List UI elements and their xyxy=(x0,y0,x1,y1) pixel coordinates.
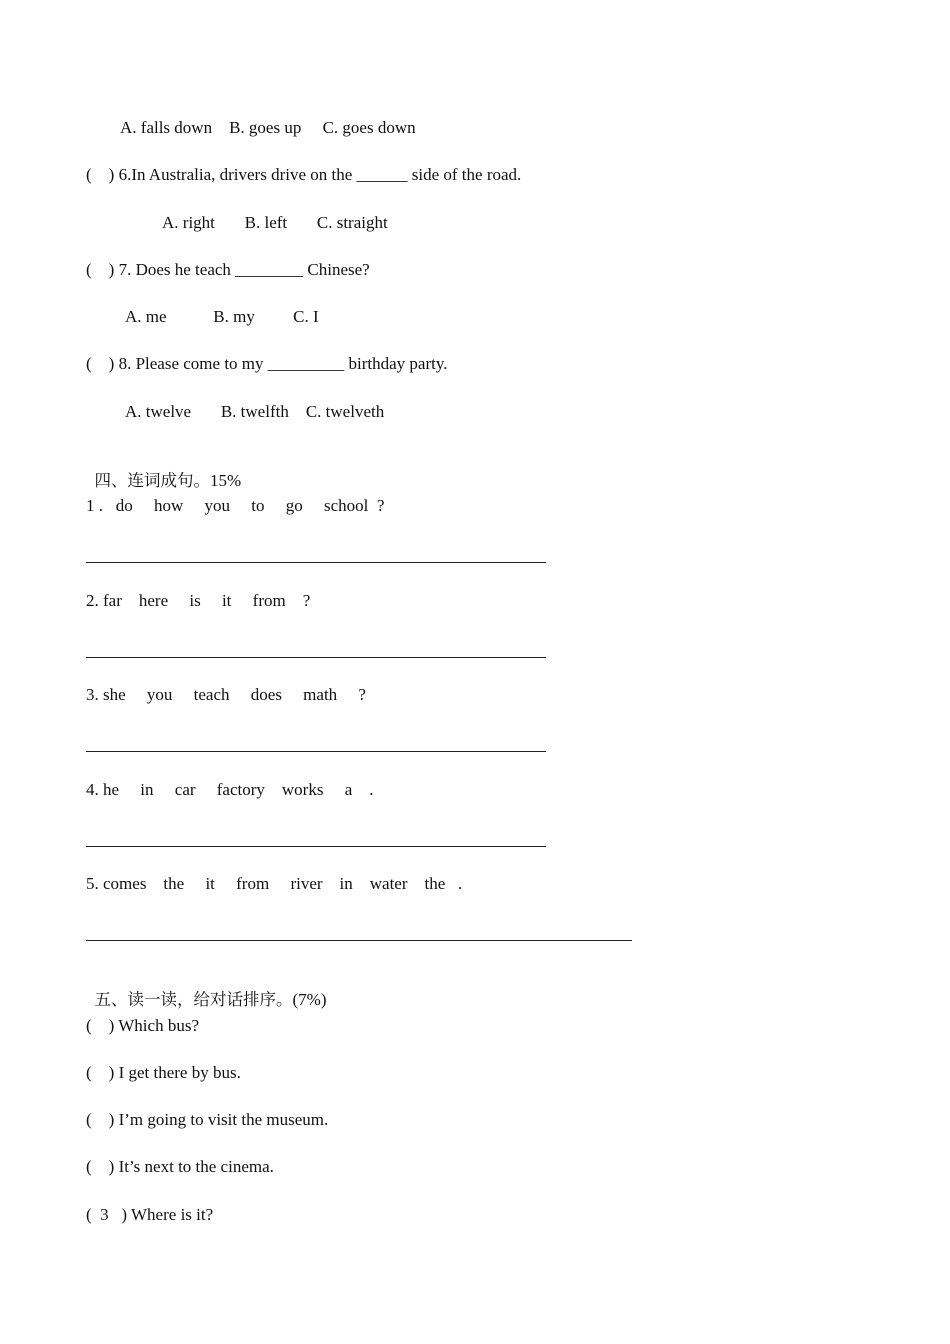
question-7: ( ) 7. Does he teach ________ Chinese? xyxy=(86,260,370,279)
answer-line-1[interactable] xyxy=(86,562,546,563)
section-5-heading xyxy=(86,967,326,1011)
answer-line-3[interactable] xyxy=(86,751,546,752)
section-5-score: (7%) xyxy=(292,990,327,1009)
reorder-item-1: 1 . do how you to go school ? xyxy=(86,496,385,515)
section-4-score: 15% xyxy=(210,471,242,490)
section-4-heading xyxy=(86,448,241,492)
dialogue-item-2: ( ) I get there by bus. xyxy=(86,1063,241,1082)
q5-options: A. falls down B. goes up C. goes down xyxy=(120,118,416,137)
dialogue-item-1: ( ) Which bus? xyxy=(86,1016,199,1035)
q7-options: A. me B. my C. I xyxy=(125,307,319,326)
reorder-item-4: 4. he in car factory works a . xyxy=(86,780,374,799)
answer-line-2[interactable] xyxy=(86,657,546,658)
reorder-item-5: 5. comes the it from river in water the . xyxy=(86,874,463,893)
question-6: ( ) 6.In Australia, drivers drive on the ______ side of the road. xyxy=(86,165,522,184)
reorder-item-2: 2. far here is it from ? xyxy=(86,591,311,610)
dialogue-item-3: ( ) I’m going to visit the museum. xyxy=(86,1110,329,1129)
section-4-title: 四、连词成句。 xyxy=(94,471,210,490)
section-5-title: 五、读一读，给对话排序。 xyxy=(94,990,293,1009)
answer-line-4[interactable] xyxy=(86,846,546,847)
question-8: ( ) 8. Please come to my _________ birthday party. xyxy=(86,354,448,373)
answer-line-5[interactable] xyxy=(86,940,632,941)
dialogue-item-5: ( 3 ) Where is it? xyxy=(86,1205,214,1224)
dialogue-item-4: ( ) It’s next to the cinema. xyxy=(86,1157,274,1176)
q6-options: A. right B. left C. straight xyxy=(162,213,388,232)
reorder-item-3: 3. she you teach does math ? xyxy=(86,685,366,704)
q8-options: A. twelve B. twelfth C. twelveth xyxy=(125,402,385,421)
